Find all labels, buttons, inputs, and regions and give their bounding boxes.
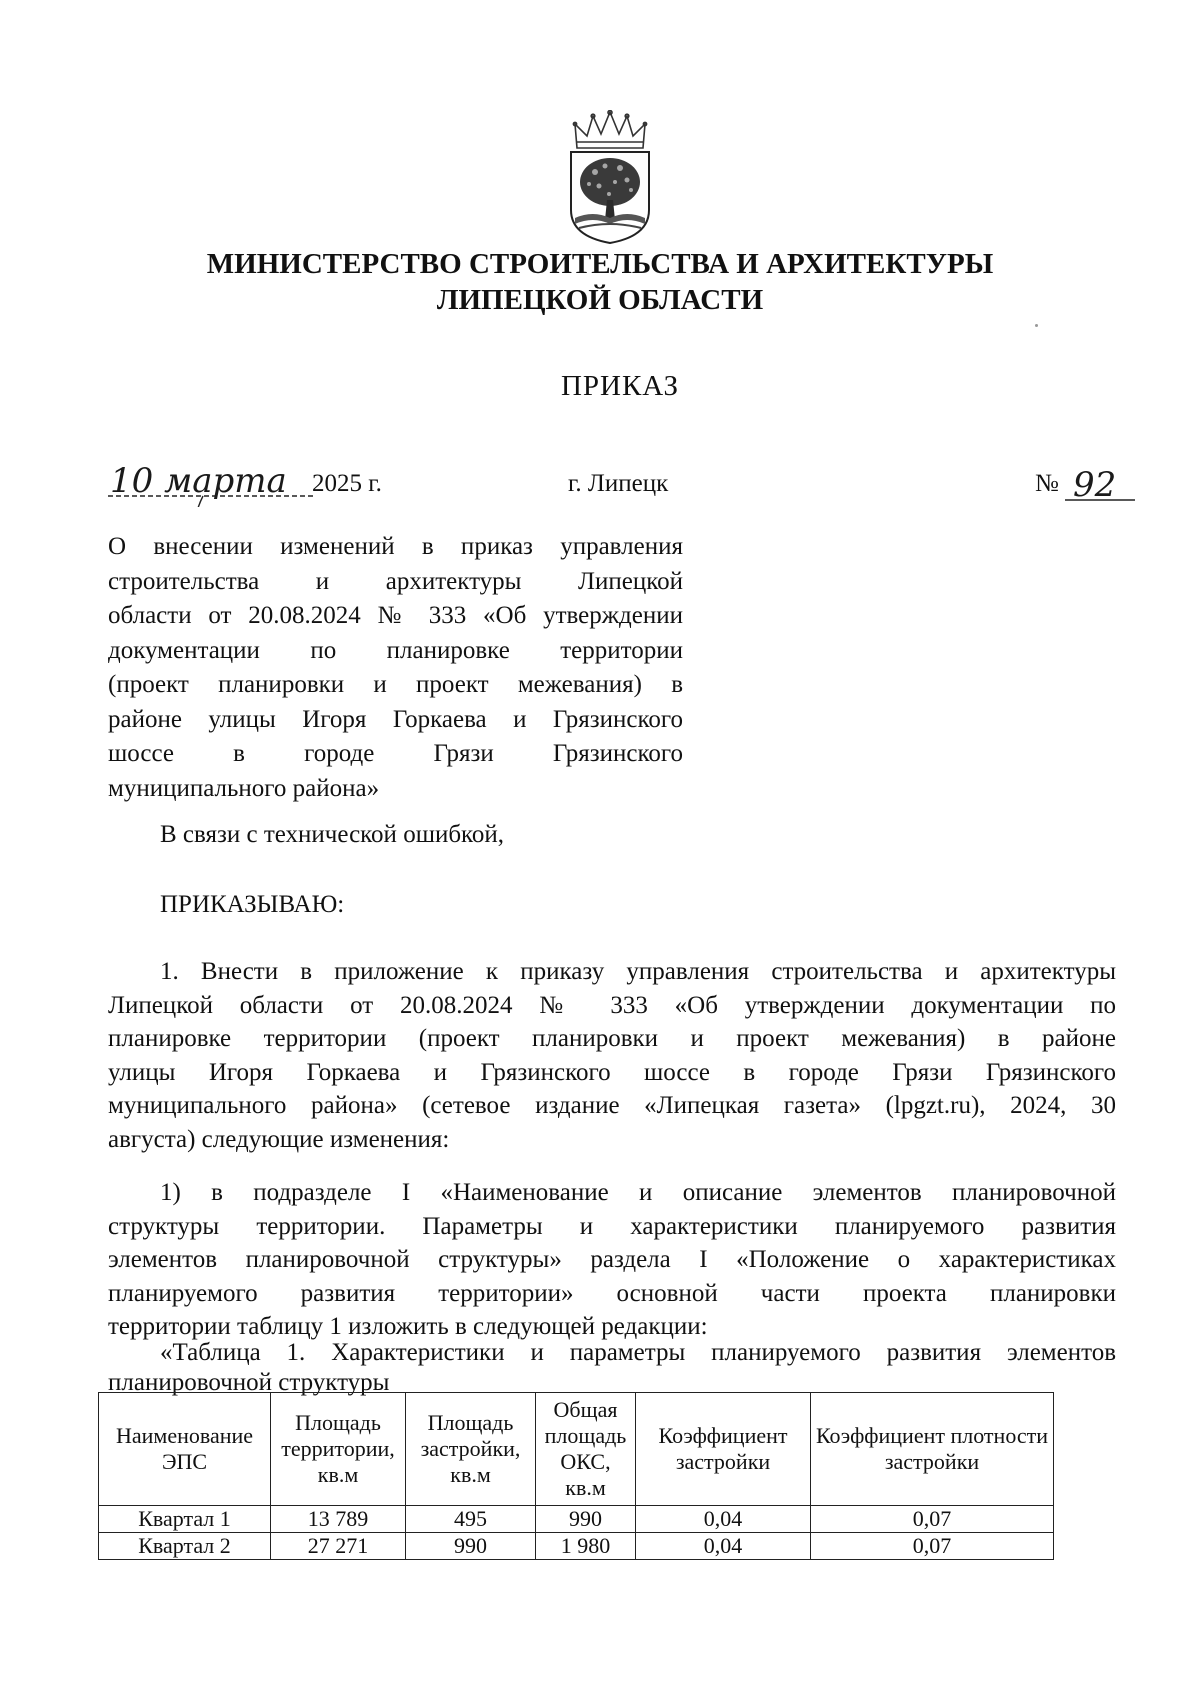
sub-item-1-line: структуры территории. Параметры и характеристики планируемого развития <box>108 1212 1116 1240</box>
document-type: ПРИКАЗ <box>560 370 680 402</box>
item-1-line: августа) следующие изменения: <box>108 1125 450 1153</box>
table-cell: Квартал 2 <box>99 1533 271 1560</box>
table-header-cell: Площадь территории, кв.м <box>271 1393 406 1506</box>
coat-of-arms-icon <box>565 110 655 245</box>
table-header-cell: Коэффициент застройки <box>636 1393 811 1506</box>
table-cell: 0,04 <box>636 1506 811 1533</box>
sub-item-1-line: планируемого развития территории» основной части проекта планировки <box>108 1279 1116 1307</box>
subject-line: области от 20.08.2024 № 333 «Об утверждении <box>108 602 683 629</box>
table-cell: 990 <box>536 1506 636 1533</box>
ministry-line-1: МИНИСТЕРСТВО СТРОИТЕЛЬСТВА И АРХИТЕКТУРЫ <box>206 248 994 280</box>
ministry-line-2: ЛИПЕЦКОЙ ОБЛАСТИ <box>436 284 764 316</box>
table-header-row <box>99 1393 1054 1506</box>
handwritten-number-text: 92 <box>1073 465 1117 505</box>
sub-item-1-line: 1) в подразделе I «Наименование и описание элементов планировочной <box>160 1179 1116 1206</box>
document-subject <box>108 530 683 806</box>
table-cell: 13 789 <box>271 1506 406 1533</box>
handwritten-number <box>1065 462 1135 507</box>
table-row <box>99 1506 1054 1533</box>
reason-text: В связи с технической ошибкой, <box>160 821 505 848</box>
table-header-cell: Коэффициент плотности застройки <box>811 1393 1054 1506</box>
handwritten-date-text: 10 марта <box>110 461 287 501</box>
order-word: ПРИКАЗЫВАЮ: <box>160 891 345 918</box>
item-1-line: 1. Внести в приложение к приказу управления строительства и архитектуры <box>160 958 1116 985</box>
table-cell: 1 980 <box>536 1533 636 1560</box>
item-1-line: Липецкой области от 20.08.2024 № 333 «Об утверждении документации по <box>108 991 1116 1019</box>
table-header-cell: Площадь застройки, кв.м <box>406 1393 536 1506</box>
table-caption-line: «Таблица 1. Характеристики и параметры планируемого развития элементов <box>160 1339 1116 1366</box>
sub-item-1-line: элементов планировочной структуры» раздела I «Положение о характеристиках <box>108 1246 1116 1273</box>
subject-line: О внесении изменений в приказ управления <box>108 533 683 560</box>
city: г. Липецк <box>568 470 669 497</box>
ministry-name <box>0 246 1200 318</box>
order-word-paragraph <box>108 888 1116 922</box>
item-1-line: муниципального района» (сетевое издание «Липецкая газета» (lpgzt.ru), 2024, 30 <box>108 1092 1116 1119</box>
table-cell: 0,07 <box>811 1533 1054 1560</box>
table-caption <box>108 1338 1116 1398</box>
table-caption-line: планировочной структуры <box>108 1369 390 1396</box>
number-label: № <box>1035 470 1059 497</box>
sub-item-1-line: территории таблицу 1 изложить в следующей редакции: <box>108 1313 708 1340</box>
sub-item-1-paragraph <box>108 1176 1116 1344</box>
scan-speck <box>1035 324 1038 327</box>
table-cell: 27 271 <box>271 1533 406 1560</box>
subject-line: муниципального района» <box>108 774 380 802</box>
table-header-cell: Общая площадь ОКС, кв.м <box>536 1393 636 1506</box>
table-cell: 495 <box>406 1506 536 1533</box>
subject-line: районе улицы Игоря Горкаева и Грязинского <box>108 705 683 733</box>
table-cell: Квартал 1 <box>99 1506 271 1533</box>
subject-line: документации по планировке территории <box>108 636 683 664</box>
reason-paragraph <box>108 818 1116 852</box>
subject-line: строительства и архитектуры Липецкой <box>108 567 683 595</box>
item-1-line: планировке территории (проект планировки и проект межевания) в районе <box>108 1025 1116 1052</box>
table-header-cell: Наименование ЭПС <box>99 1393 271 1506</box>
table-row <box>99 1533 1054 1560</box>
subject-line: шоссе в городе Грязи Грязинского <box>108 740 683 767</box>
table-cell: 0,07 <box>811 1506 1054 1533</box>
subject-line: (проект планировки и проект межевания) в <box>108 671 683 698</box>
planning-structure-table <box>98 1392 1054 1560</box>
item-1-paragraph <box>108 955 1116 1156</box>
handwritten-date <box>108 452 313 507</box>
table-cell: 0,04 <box>636 1533 811 1560</box>
item-1-line: улицы Игоря Горкаева и Грязинского шоссе в городе Грязи Грязинского <box>108 1058 1116 1086</box>
date-year: 2025 г. <box>312 470 382 497</box>
table-cell: 990 <box>406 1533 536 1560</box>
